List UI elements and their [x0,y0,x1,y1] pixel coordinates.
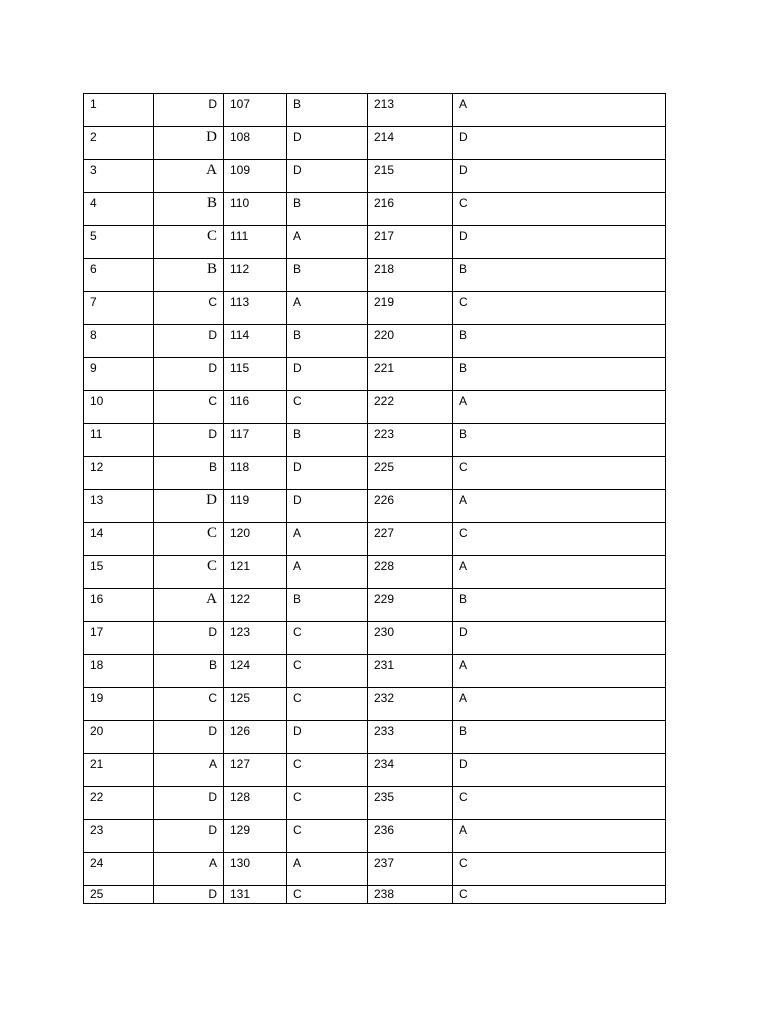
question-number-cell: 237 [368,853,453,886]
answer-letter-cell: B [453,325,666,358]
answer-letter-cell: D [154,325,224,358]
answer-letter-cell: A [453,94,666,127]
answer-key-table [83,93,666,904]
question-number-cell: 221 [368,358,453,391]
answer-letter-cell: B [453,721,666,754]
answer-letter-cell: C [287,820,368,853]
table-row [84,721,666,754]
answer-letter-cell: C [154,523,224,556]
question-number-cell: 229 [368,589,453,622]
table-row [84,391,666,424]
question-number-cell: 225 [368,457,453,490]
question-number-cell: 115 [224,358,287,391]
question-number-cell: 130 [224,853,287,886]
answer-letter-cell: C [453,292,666,325]
question-number-cell: 17 [84,622,154,655]
question-number-cell: 110 [224,193,287,226]
answer-letter-cell: A [453,556,666,589]
answer-letter-cell: A [287,226,368,259]
answer-letter-cell: A [453,391,666,424]
answer-letter-cell: D [154,358,224,391]
answer-letter-cell: D [154,490,224,523]
answer-letter-cell: D [453,226,666,259]
answer-letter-cell: B [287,325,368,358]
question-number-cell: 5 [84,226,154,259]
table-row [84,754,666,787]
question-number-cell: 119 [224,490,287,523]
table-row [84,127,666,160]
answer-letter-cell: C [287,622,368,655]
question-number-cell: 120 [224,523,287,556]
answer-letter-cell: C [453,457,666,490]
table-row [84,325,666,358]
question-number-cell: 235 [368,787,453,820]
question-number-cell: 128 [224,787,287,820]
question-number-cell: 118 [224,457,287,490]
answer-letter-cell: C [453,853,666,886]
answer-letter-cell: B [453,589,666,622]
answer-letter-cell: D [154,94,224,127]
question-number-cell: 127 [224,754,287,787]
answer-letter-cell: D [287,127,368,160]
question-number-cell: 13 [84,490,154,523]
answer-letter-cell: B [287,589,368,622]
table-row [84,886,666,904]
question-number-cell: 25 [84,886,154,904]
table-row [84,523,666,556]
question-number-cell: 116 [224,391,287,424]
answer-letter-cell: D [453,127,666,160]
question-number-cell: 226 [368,490,453,523]
answer-letter-cell: D [453,622,666,655]
question-number-cell: 215 [368,160,453,193]
answer-letter-cell: B [287,193,368,226]
table-row [84,688,666,721]
answer-letter-cell: A [287,556,368,589]
question-number-cell: 19 [84,688,154,721]
answer-letter-cell: B [287,424,368,457]
answer-letter-cell: D [154,127,224,160]
answer-letter-cell: C [287,391,368,424]
answer-letter-cell: C [287,754,368,787]
question-number-cell: 124 [224,655,287,688]
table-row [84,589,666,622]
answer-letter-cell: C [154,292,224,325]
answer-letter-cell: C [453,193,666,226]
answer-letter-cell: B [453,259,666,292]
table-row [84,457,666,490]
question-number-cell: 112 [224,259,287,292]
table-row [84,94,666,127]
table-row [84,424,666,457]
question-number-cell: 122 [224,589,287,622]
question-number-cell: 126 [224,721,287,754]
table-row [84,358,666,391]
question-number-cell: 4 [84,193,154,226]
question-number-cell: 114 [224,325,287,358]
answer-letter-cell: B [287,94,368,127]
question-number-cell: 233 [368,721,453,754]
answer-letter-cell: C [154,226,224,259]
answer-letter-cell: A [287,523,368,556]
question-number-cell: 238 [368,886,453,904]
answer-letter-cell: B [453,358,666,391]
table-row [84,622,666,655]
question-number-cell: 214 [368,127,453,160]
answer-letter-cell: C [154,556,224,589]
question-number-cell: 216 [368,193,453,226]
question-number-cell: 16 [84,589,154,622]
answer-letter-cell: B [154,655,224,688]
question-number-cell: 10 [84,391,154,424]
question-number-cell: 131 [224,886,287,904]
table-row [84,655,666,688]
question-number-cell: 234 [368,754,453,787]
answer-letter-cell: C [154,688,224,721]
question-number-cell: 227 [368,523,453,556]
answer-letter-cell: C [453,787,666,820]
answer-letter-cell: C [287,655,368,688]
answer-letter-cell: D [453,754,666,787]
question-number-cell: 228 [368,556,453,589]
question-number-cell: 18 [84,655,154,688]
question-number-cell: 213 [368,94,453,127]
table-row [84,193,666,226]
table-row [84,160,666,193]
question-number-cell: 23 [84,820,154,853]
answer-letter-cell: A [453,490,666,523]
answer-letter-cell: D [287,160,368,193]
answer-letter-cell: C [287,688,368,721]
answer-letter-cell: D [453,160,666,193]
answer-key-body [84,94,666,904]
table-row [84,226,666,259]
question-number-cell: 11 [84,424,154,457]
answer-letter-cell: C [154,391,224,424]
question-number-cell: 218 [368,259,453,292]
question-number-cell: 111 [224,226,287,259]
answer-letter-cell: D [287,457,368,490]
table-row [84,820,666,853]
answer-letter-cell: A [287,853,368,886]
answer-letter-cell: A [154,160,224,193]
answer-letter-cell: B [154,457,224,490]
answer-letter-cell: A [453,688,666,721]
answer-letter-cell: B [154,193,224,226]
question-number-cell: 2 [84,127,154,160]
question-number-cell: 129 [224,820,287,853]
answer-letter-cell: A [154,853,224,886]
answer-letter-cell: D [287,721,368,754]
question-number-cell: 222 [368,391,453,424]
answer-letter-cell: B [154,259,224,292]
question-number-cell: 109 [224,160,287,193]
answer-letter-cell: A [287,292,368,325]
question-number-cell: 15 [84,556,154,589]
table-row [84,259,666,292]
table-row [84,490,666,523]
answer-letter-cell: D [287,358,368,391]
question-number-cell: 107 [224,94,287,127]
answer-letter-cell: D [287,490,368,523]
question-number-cell: 9 [84,358,154,391]
question-number-cell: 20 [84,721,154,754]
question-number-cell: 14 [84,523,154,556]
answer-letter-cell: B [287,259,368,292]
answer-letter-cell: D [154,622,224,655]
question-number-cell: 231 [368,655,453,688]
question-number-cell: 117 [224,424,287,457]
answer-letter-cell: C [453,886,666,904]
question-number-cell: 223 [368,424,453,457]
question-number-cell: 220 [368,325,453,358]
question-number-cell: 123 [224,622,287,655]
question-number-cell: 230 [368,622,453,655]
question-number-cell: 8 [84,325,154,358]
answer-letter-cell: D [154,886,224,904]
question-number-cell: 3 [84,160,154,193]
question-number-cell: 22 [84,787,154,820]
question-number-cell: 1 [84,94,154,127]
answer-letter-cell: C [287,886,368,904]
question-number-cell: 219 [368,292,453,325]
answer-letter-cell: C [287,787,368,820]
answer-letter-cell: B [453,424,666,457]
answer-letter-cell: D [154,424,224,457]
question-number-cell: 217 [368,226,453,259]
answer-letter-cell: D [154,721,224,754]
question-number-cell: 121 [224,556,287,589]
answer-letter-cell: C [453,523,666,556]
answer-letter-cell: A [453,655,666,688]
question-number-cell: 113 [224,292,287,325]
question-number-cell: 7 [84,292,154,325]
question-number-cell: 24 [84,853,154,886]
question-number-cell: 6 [84,259,154,292]
question-number-cell: 108 [224,127,287,160]
answer-letter-cell: D [154,820,224,853]
table-row [84,853,666,886]
answer-letter-cell: A [154,754,224,787]
question-number-cell: 125 [224,688,287,721]
question-number-cell: 21 [84,754,154,787]
answer-letter-cell: A [453,820,666,853]
question-number-cell: 236 [368,820,453,853]
question-number-cell: 12 [84,457,154,490]
answer-letter-cell: A [154,589,224,622]
table-row [84,787,666,820]
table-row [84,292,666,325]
answer-letter-cell: D [154,787,224,820]
question-number-cell: 232 [368,688,453,721]
table-row [84,556,666,589]
